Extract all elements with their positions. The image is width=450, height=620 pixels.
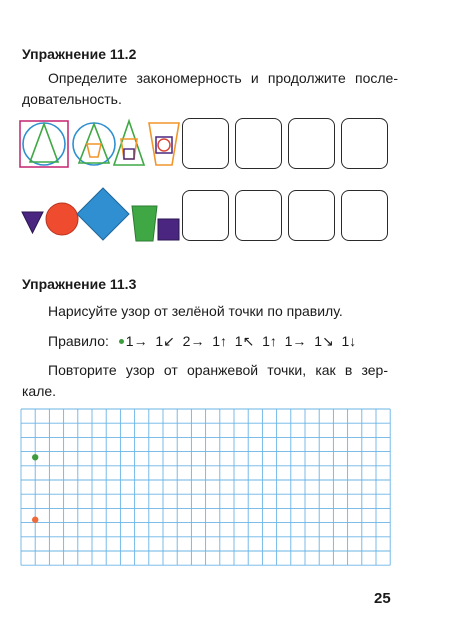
rule-line bbox=[48, 331, 356, 352]
square-purple bbox=[158, 219, 179, 240]
figure-trapezoid-square-circle bbox=[149, 123, 179, 165]
exercise-11-2-instruction-line2: довательность. bbox=[22, 91, 122, 107]
page-number: 25 bbox=[374, 590, 391, 607]
exercise-11-3-instruction-2-line2: кале. bbox=[22, 383, 57, 399]
answer-box-row1-4[interactable] bbox=[341, 118, 388, 169]
orange-start-dot bbox=[32, 517, 38, 523]
exercise-11-3-instruction-1: Нарисуйте узор от зелёной точки по правилу. bbox=[48, 303, 343, 319]
figure-square-circle-triangle bbox=[20, 121, 68, 167]
answer-box-row2-4[interactable] bbox=[341, 190, 388, 241]
sequence-row-1 bbox=[18, 117, 198, 173]
figure-triangle-trapezoid-square bbox=[114, 121, 144, 165]
exercise-11-2-instruction-line1: Определите закономерность и продолжите после- bbox=[48, 70, 398, 86]
exercise-11-2-title: Упражнение 11.2 bbox=[22, 46, 137, 62]
answer-box-row2-1[interactable] bbox=[182, 190, 229, 241]
triangle-down-purple bbox=[22, 212, 43, 233]
rule-label: Правило: bbox=[48, 333, 109, 349]
answer-box-row2-2[interactable] bbox=[235, 190, 282, 241]
answer-box-row1-2[interactable] bbox=[235, 118, 282, 169]
diamond-blue bbox=[77, 188, 129, 240]
rule-steps: 1→ 1↙ 2→ 1↑ 1↖ 1↑ 1→ 1↘ 1↓ bbox=[125, 333, 357, 349]
exercise-11-3-title: Упражнение 11.3 bbox=[22, 276, 137, 292]
trapezoid-green bbox=[132, 206, 157, 241]
drawing-grid[interactable] bbox=[21, 409, 393, 567]
sequence-row-2 bbox=[18, 185, 188, 245]
green-start-dot bbox=[32, 454, 38, 460]
figure-circle-triangle-trapezoid bbox=[73, 123, 115, 165]
answer-box-row1-1[interactable] bbox=[182, 118, 229, 169]
answer-box-row2-3[interactable] bbox=[288, 190, 335, 241]
exercise-11-3-instruction-2-line1: Повторите узор от оранжевой точки, как в зер- bbox=[48, 362, 388, 378]
answer-box-row1-3[interactable] bbox=[288, 118, 335, 169]
circle-red bbox=[46, 203, 78, 235]
rule-start-green-dot bbox=[119, 339, 124, 344]
